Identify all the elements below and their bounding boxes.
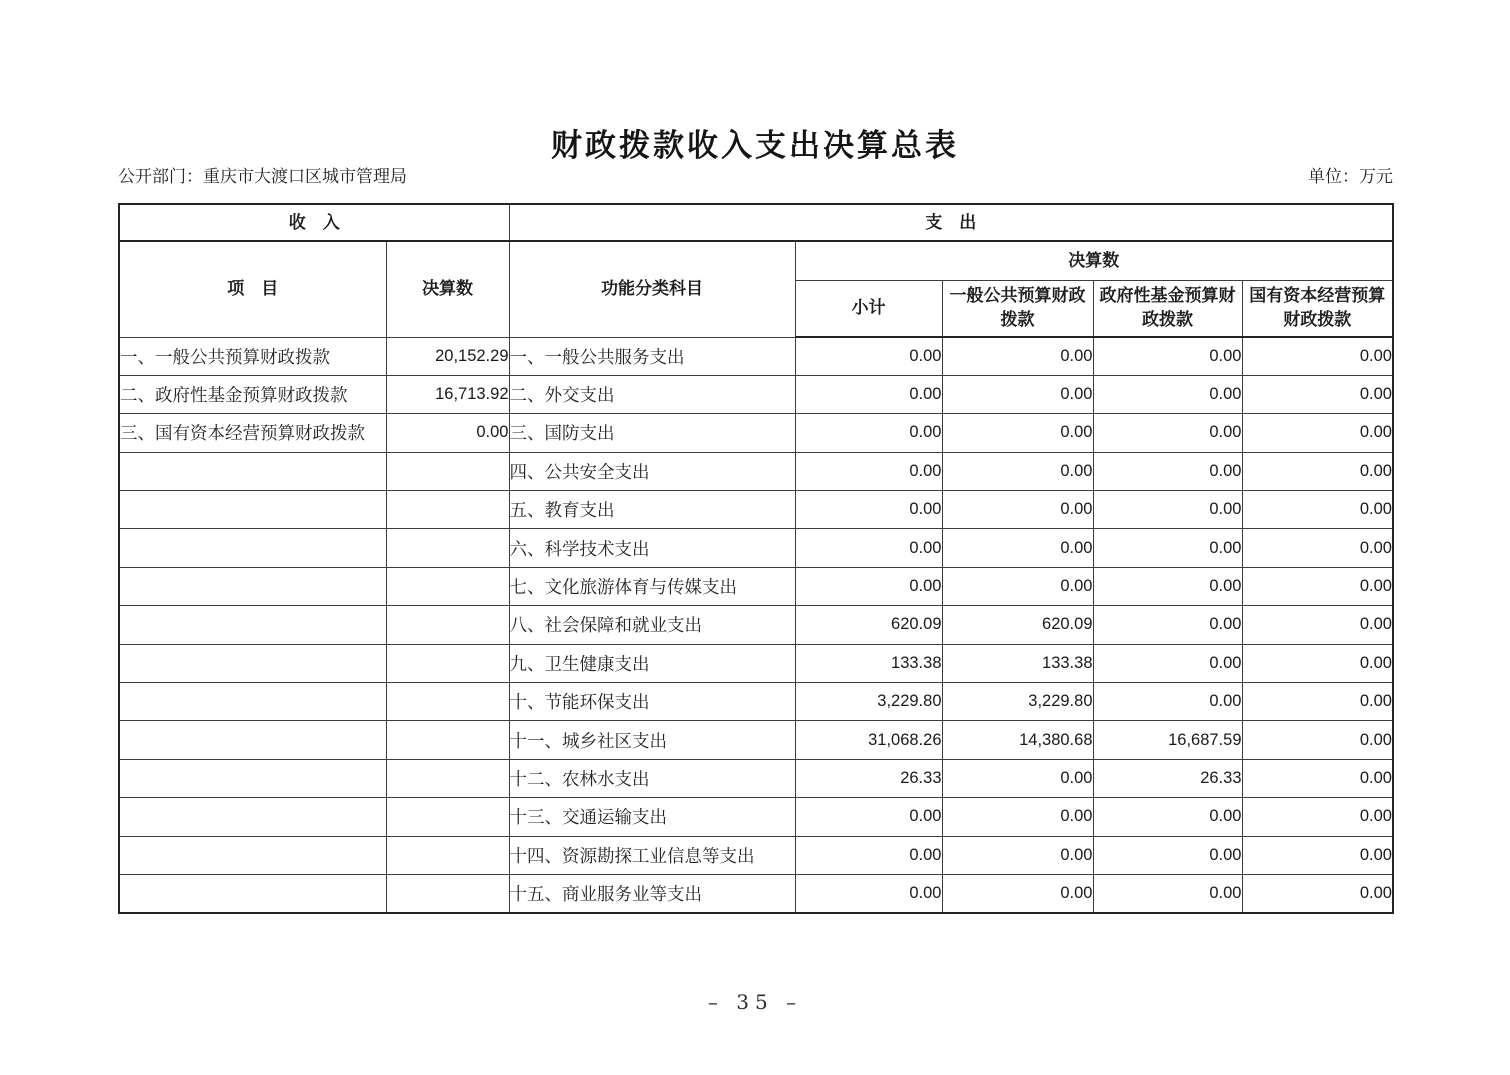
unit-label: 单位：万元 — [1308, 167, 1393, 187]
income-item-cell — [119, 452, 386, 490]
expense-general-budget-cell: 0.00 — [942, 874, 1093, 912]
expense-subject-cell: 十五、商业服务业等支出 — [509, 874, 795, 912]
expense-state-capital-cell: 0.00 — [1242, 567, 1393, 605]
expense-general-budget-cell: 0.00 — [942, 798, 1093, 836]
expense-subtotal-cell: 0.00 — [795, 567, 942, 605]
expense-general-budget-cell: 620.09 — [942, 606, 1093, 644]
table-row — [119, 337, 1393, 375]
table-row — [119, 644, 1393, 682]
expense-subtotal-cell: 0.00 — [795, 452, 942, 490]
expense-subtotal-cell: 0.00 — [795, 337, 942, 375]
income-item-cell — [119, 606, 386, 644]
department-label: 公开部门：重庆市大渡口区城市管理局 — [118, 167, 407, 187]
expense-general-budget-cell: 0.00 — [942, 414, 1093, 452]
expense-general-budget-cell: 0.00 — [942, 375, 1093, 413]
expense-general-budget-cell: 0.00 — [942, 491, 1093, 529]
expense-gov-fund-cell: 0.00 — [1093, 874, 1242, 912]
table-row — [119, 529, 1393, 567]
expense-subject-cell: 八、社会保障和就业支出 — [509, 606, 795, 644]
expense-state-capital-cell: 0.00 — [1242, 644, 1393, 682]
expense-subject-cell: 四、公共安全支出 — [509, 452, 795, 490]
expense-amount-group-header: 决算数 — [795, 241, 1393, 280]
table-row — [119, 491, 1393, 529]
table-row — [119, 759, 1393, 797]
expense-gov-fund-cell: 0.00 — [1093, 337, 1242, 375]
item-column-header: 项 目 — [119, 241, 386, 337]
table-row — [119, 721, 1393, 759]
expense-general-budget-cell: 14,380.68 — [942, 721, 1093, 759]
expense-subject-cell: 七、文化旅游体育与传媒支出 — [509, 567, 795, 605]
expense-subtotal-cell: 0.00 — [795, 798, 942, 836]
expense-general-budget-cell: 0.00 — [942, 452, 1093, 490]
income-amount-cell — [386, 644, 509, 682]
expense-state-capital-cell: 0.00 — [1242, 529, 1393, 567]
expense-state-capital-cell: 0.00 — [1242, 491, 1393, 529]
expense-gov-fund-cell: 0.00 — [1093, 567, 1242, 605]
income-amount-cell — [386, 798, 509, 836]
income-item-cell — [119, 491, 386, 529]
expense-subtotal-cell: 0.00 — [795, 414, 942, 452]
income-amount-cell — [386, 567, 509, 605]
expense-subtotal-cell: 620.09 — [795, 606, 942, 644]
expense-general-budget-cell: 0.00 — [942, 567, 1093, 605]
income-item-cell: 一、一般公共预算财政拨款 — [119, 337, 386, 375]
expense-subtotal-cell: 133.38 — [795, 644, 942, 682]
income-amount-cell — [386, 836, 509, 874]
expense-state-capital-cell: 0.00 — [1242, 798, 1393, 836]
table-row — [119, 375, 1393, 413]
income-item-cell — [119, 798, 386, 836]
expense-subtotal-cell: 31,068.26 — [795, 721, 942, 759]
income-amount-cell — [386, 874, 509, 912]
income-item-cell: 三、国有资本经营预算财政拨款 — [119, 414, 386, 452]
income-amount-cell: 20,152.29 — [386, 337, 509, 375]
expense-general-budget-cell: 133.38 — [942, 644, 1093, 682]
expense-state-capital-cell: 0.00 — [1242, 606, 1393, 644]
expense-state-capital-cell: 0.00 — [1242, 375, 1393, 413]
table-row — [119, 414, 1393, 452]
expense-state-capital-cell: 0.00 — [1242, 337, 1393, 375]
income-item-cell — [119, 874, 386, 912]
expense-subject-cell: 三、国防支出 — [509, 414, 795, 452]
expense-general-budget-cell: 0.00 — [942, 337, 1093, 375]
income-item-cell — [119, 759, 386, 797]
expense-subtotal-cell: 0.00 — [795, 874, 942, 912]
expense-gov-fund-cell: 0.00 — [1093, 683, 1242, 721]
expense-subject-cell: 一、一般公共服务支出 — [509, 337, 795, 375]
expense-subject-cell: 十三、交通运输支出 — [509, 798, 795, 836]
table-row — [119, 452, 1393, 490]
expense-subject-cell: 六、科学技术支出 — [509, 529, 795, 567]
expense-subject-cell: 五、教育支出 — [509, 491, 795, 529]
income-amount-cell — [386, 529, 509, 567]
income-amount-cell — [386, 452, 509, 490]
income-item-cell — [119, 683, 386, 721]
table-row — [119, 567, 1393, 605]
expense-subtotal-cell: 26.33 — [795, 759, 942, 797]
income-amount-cell — [386, 606, 509, 644]
expense-general-budget-cell: 0.00 — [942, 759, 1093, 797]
income-amount-cell — [386, 759, 509, 797]
expense-gov-fund-cell: 0.00 — [1093, 529, 1242, 567]
section-header-row — [119, 204, 1393, 241]
expense-subtotal-cell: 3,229.80 — [795, 683, 942, 721]
expense-gov-fund-cell: 0.00 — [1093, 491, 1242, 529]
expense-gov-fund-cell: 0.00 — [1093, 606, 1242, 644]
expense-subtotal-cell: 0.00 — [795, 375, 942, 413]
income-item-cell — [119, 644, 386, 682]
expense-general-budget-cell: 0.00 — [942, 836, 1093, 874]
expense-state-capital-cell: 0.00 — [1242, 721, 1393, 759]
expense-gov-fund-cell: 0.00 — [1093, 798, 1242, 836]
income-amount-cell: 0.00 — [386, 414, 509, 452]
table-row — [119, 798, 1393, 836]
expense-state-capital-cell: 0.00 — [1242, 414, 1393, 452]
expense-section-header: 支 出 — [509, 204, 1393, 241]
expense-gov-fund-cell: 0.00 — [1093, 375, 1242, 413]
expense-state-capital-cell: 0.00 — [1242, 836, 1393, 874]
expense-general-budget-cell: 3,229.80 — [942, 683, 1093, 721]
expense-gov-fund-cell: 0.00 — [1093, 644, 1242, 682]
subject-column-header: 功能分类科目 — [509, 241, 795, 337]
page-number: – 35 – — [707, 990, 803, 1014]
expense-gov-fund-cell: 26.33 — [1093, 759, 1242, 797]
expense-state-capital-cell: 0.00 — [1242, 759, 1393, 797]
income-amount-cell — [386, 683, 509, 721]
expense-subtotal-cell: 0.00 — [795, 491, 942, 529]
expense-subject-cell: 十四、资源勘探工业信息等支出 — [509, 836, 795, 874]
subtotal-column-header: 小计 — [795, 280, 942, 337]
expense-gov-fund-cell: 16,687.59 — [1093, 721, 1242, 759]
income-section-header: 收 入 — [119, 204, 509, 241]
expense-gov-fund-cell: 0.00 — [1093, 836, 1242, 874]
income-item-cell — [119, 529, 386, 567]
income-item-cell — [119, 721, 386, 759]
gov-fund-column-header: 政府性基金预算财政拨款 — [1093, 280, 1242, 337]
income-amount-column-header: 决算数 — [386, 241, 509, 337]
expense-subject-cell: 十二、农林水支出 — [509, 759, 795, 797]
expense-general-budget-cell: 0.00 — [942, 529, 1093, 567]
table-row — [119, 606, 1393, 644]
expense-state-capital-cell: 0.00 — [1242, 874, 1393, 912]
state-capital-column-header: 国有资本经营预算财政拨款 — [1242, 280, 1393, 337]
expense-state-capital-cell: 0.00 — [1242, 683, 1393, 721]
expense-subject-cell: 二、外交支出 — [509, 375, 795, 413]
expense-subject-cell: 十一、城乡社区支出 — [509, 721, 795, 759]
expense-gov-fund-cell: 0.00 — [1093, 414, 1242, 452]
expense-subtotal-cell: 0.00 — [795, 836, 942, 874]
expense-state-capital-cell: 0.00 — [1242, 452, 1393, 490]
meta-row — [118, 162, 1393, 187]
fiscal-appropriation-table — [118, 203, 1394, 914]
table-body — [119, 337, 1393, 913]
table-row — [119, 836, 1393, 874]
income-item-cell — [119, 836, 386, 874]
expense-subject-cell: 九、卫生健康支出 — [509, 644, 795, 682]
table-row — [119, 683, 1393, 721]
expense-subject-cell: 十、节能环保支出 — [509, 683, 795, 721]
column-header-row — [119, 241, 1393, 280]
income-amount-cell — [386, 491, 509, 529]
income-amount-cell: 16,713.92 — [386, 375, 509, 413]
table-row — [119, 874, 1393, 912]
income-item-cell — [119, 567, 386, 605]
expense-gov-fund-cell: 0.00 — [1093, 452, 1242, 490]
expense-subtotal-cell: 0.00 — [795, 529, 942, 567]
general-budget-column-header: 一般公共预算财政拨款 — [942, 280, 1093, 337]
income-item-cell: 二、政府性基金预算财政拨款 — [119, 375, 386, 413]
income-amount-cell — [386, 721, 509, 759]
page-title: 财政拨款收入支出决算总表 — [551, 128, 959, 164]
